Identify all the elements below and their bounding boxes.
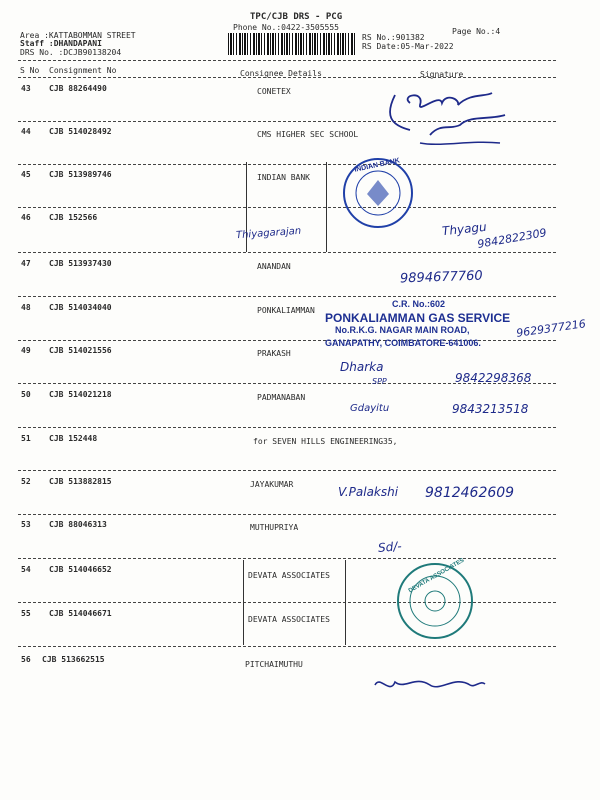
row-sno: 48 xyxy=(21,303,31,312)
row-divider xyxy=(18,646,556,647)
row-consignee: PONKALIAMMAN xyxy=(257,306,315,315)
row-divider xyxy=(18,164,556,165)
row-consignee: PADMANABAN xyxy=(257,393,306,402)
row-consignment: CJB 152566 xyxy=(49,213,98,222)
row-sno: 52 xyxy=(21,477,31,486)
barcode xyxy=(228,33,356,55)
row-consignee: ANANDAN xyxy=(257,262,291,271)
handwritten-phone: 9812462609 xyxy=(425,485,515,501)
row-consignee: JAYAKUMAR xyxy=(250,480,294,489)
row-sno: 47 xyxy=(21,259,31,268)
handwritten-note: SPP xyxy=(372,377,387,386)
row-divider xyxy=(18,296,556,297)
row-sno: 56 xyxy=(21,655,31,664)
row-divider xyxy=(18,602,556,603)
staff-label: Staff :DHANDAPANI xyxy=(20,39,102,48)
row-consignee: INDIAN BANK xyxy=(257,173,310,182)
area-label: Area :KATTABOMMAN STREET xyxy=(20,31,136,40)
handwritten-name: V.Palakshi xyxy=(338,485,399,499)
bracket-line xyxy=(243,560,244,645)
col-consignment: Consignment No xyxy=(49,66,117,75)
row-consignee: DEVATA ASSOCIATES xyxy=(248,571,330,580)
row-sno: 45 xyxy=(21,170,31,179)
row-consignment: CJB 514028492 xyxy=(49,127,112,136)
row-consignment: CJB 513937430 xyxy=(49,259,112,268)
handwritten-phone: 9842822309 xyxy=(476,226,548,251)
row-consignment: CJB 513882815 xyxy=(49,477,112,486)
signature-scribble xyxy=(380,85,520,160)
col-signature: Signature xyxy=(420,70,464,79)
devata-stamp xyxy=(397,557,473,639)
devata-stamp-text: DEVATA ASSOCIATES xyxy=(407,557,466,595)
row-consignee: PITCHAIMUTHU xyxy=(245,660,303,669)
col-sno: S No xyxy=(20,66,40,75)
row-consignee: CMS HIGHER SEC SCHOOL xyxy=(257,130,359,139)
header-bottom-rule xyxy=(18,77,556,78)
row-consignment: CJB 514046652 xyxy=(49,565,112,574)
row-consignee: MUTHUPRIYA xyxy=(250,523,299,532)
handwritten-name: Dharka xyxy=(340,360,384,374)
handwritten-name: Sd/- xyxy=(377,538,403,556)
row-consignment: CJB 88046313 xyxy=(49,520,107,529)
handwritten-phone: 9843213518 xyxy=(452,402,529,416)
bracket-line xyxy=(345,560,346,645)
row-sno: 44 xyxy=(21,127,31,136)
row-divider xyxy=(18,470,556,471)
phone-number: Phone No.:0422-3505555 xyxy=(233,23,339,32)
stamp-line: C.R. No.:602 xyxy=(392,299,446,309)
row-divider xyxy=(18,427,556,428)
row-consignment: CJB 514034040 xyxy=(49,303,112,312)
row-consignment: CJB 513662515 xyxy=(42,655,105,664)
col-consignee: Consignee Details xyxy=(240,69,322,78)
handwritten-phone: 9842298368 xyxy=(455,371,532,385)
row-consignment: CJB 514046671 xyxy=(49,609,112,618)
bracket-line xyxy=(326,162,327,252)
row-consignee: PRAKASH xyxy=(257,349,291,358)
row-consignment: CJB 88264490 xyxy=(49,84,107,93)
row-consignee: CONETEX xyxy=(257,87,291,96)
bank-stamp-text: INDIAN BANK xyxy=(353,157,401,174)
row-consignee: DEVATA ASSOCIATES xyxy=(248,615,330,624)
stamp-line: PONKALIAMMAN GAS SERVICE xyxy=(325,311,511,325)
row-sno: 46 xyxy=(21,213,31,222)
handwritten-name: Thiyagarajan xyxy=(235,225,302,242)
row-sno: 43 xyxy=(21,84,31,93)
row-divider xyxy=(18,514,556,515)
row-consignment: CJB 152448 xyxy=(49,434,98,443)
row-consignment: CJB 514021218 xyxy=(49,390,112,399)
handwritten-name: Thyagu xyxy=(441,219,488,239)
row-sno: 54 xyxy=(21,565,31,574)
rs-number: RS No.:901382 xyxy=(362,33,425,42)
handwritten-phone: 9629377216 xyxy=(515,317,587,340)
page-number: Page No.:4 xyxy=(452,27,501,36)
row-divider xyxy=(18,207,556,208)
row-sno: 50 xyxy=(21,390,31,399)
row-sno: 53 xyxy=(21,520,31,529)
row-divider xyxy=(18,252,556,253)
row-consignee: for SEVEN HILLS ENGINEERING35, xyxy=(253,437,398,446)
row-sno: 49 xyxy=(21,346,31,355)
row-sno: 51 xyxy=(21,434,31,443)
row-divider xyxy=(18,558,556,559)
handwritten-phone: 9894677760 xyxy=(399,268,483,287)
row-consignment: CJB 514021556 xyxy=(49,346,112,355)
row-consignment: CJB 513989746 xyxy=(49,170,112,179)
document-title: TPC/CJB DRS - PCG xyxy=(250,12,343,22)
stamp-line: No.R.K.G. NAGAR MAIN ROAD, xyxy=(335,325,470,335)
drs-number: DRS No. :DCJB90138204 xyxy=(20,48,122,57)
row-sno: 55 xyxy=(21,609,31,618)
header-top-rule xyxy=(18,60,556,61)
rs-date: RS Date:05-Mar-2022 xyxy=(362,42,454,51)
stamp-line: GANAPATHY, COIMBATORE-641006. xyxy=(325,338,481,348)
bank-stamp xyxy=(343,158,413,228)
handwritten-name: Gdayitu xyxy=(350,403,390,414)
